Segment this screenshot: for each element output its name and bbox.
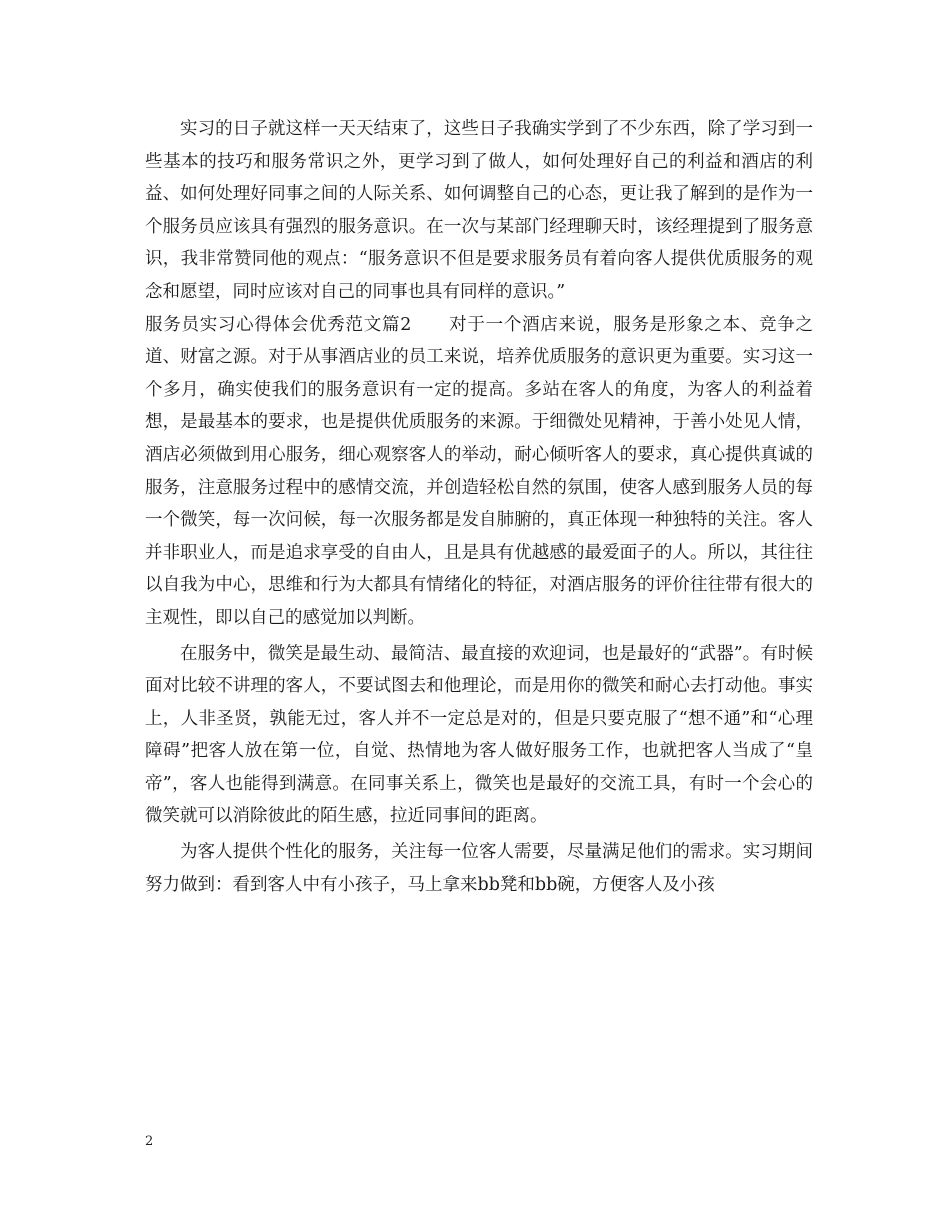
page-number: 2 — [145, 1134, 154, 1149]
paragraph-4 — [145, 836, 813, 901]
paragraph-2-text: 对于一个酒店来说，服务是形象之本、竞争之道、财富之源。对于从事酒店业的员工来说，培养优质服务的意识更为重要。实习这一个多月，确实使我们的服务意识有一定的提高。多站在客人的角度，为客人的利益着想，是最基本的要求，也是提供优质服务的来源。于细微处见精神，于善小处见人情，酒店必须做到用心服务，细心观察客人的举动，耐心倾听客人的要求，真心提供真诚的服务，注意服务过程中的感情交流，并创造轻松自然的氛围，使客人感到服务人员的每一个微笑，每一次问候，每一次服务都是发自肺腑的，真正体现一种独特的关注。客人并非职业人，而是追求享受的自由人，且是具有优越感的最爱面子的人。所以，其往往以自我为中心，思维和行为大都具有情绪化的特征，对酒店服务的评价往往带有很大的主观性，即以自己的感觉加以判断。 — [145, 314, 813, 628]
paragraph-1-text: 实习的日子就这样一天天结束了，这些日子我确实学到了不少东西，除了学习到一些基本的技巧和服务常识之外，更学习到了做人，如何处理好自己的利益和酒店的利益、如何处理好同事之间的人际关系、如何调整自己的心态，更让我了解到的是作为一个服务员应该具有强烈的服务意识。在一次与某部门经理聊天时，该经理提到了服务意识，我非常赞同他的观点：“服务意识不但是要求服务员有着向客人提供优质服务的观念和愿望，同时应该对自己的同事也具有同样的意识。” — [145, 119, 813, 302]
paragraph-2 — [145, 309, 813, 635]
document-body — [145, 113, 813, 901]
paragraph-4-text: 为客人提供个性化的服务，关注每一位客人需要，尽量满足他们的需求。实习期间努力做到：看到客人中有小孩子，马上拿来bb凳和bb碗，方便客人及小孩 — [145, 842, 813, 895]
paragraph-3 — [145, 638, 813, 834]
section-heading: 服务员实习心得体会优秀范文篇2 — [145, 314, 412, 335]
paragraph-1 — [145, 113, 813, 309]
paragraph-3-text: 在服务中，微笑是最生动、最简洁、最直接的欢迎词，也是最好的“武器”。有时候面对比较不讲理的客人，不要试图去和他理论，而是用你的微笑和耐心去打动他。事实上，人非圣贤，孰能无过，客人并不一定总是对的，但是只要克服了“想不通”和“心理障碍”把客人放在第一位，自觉、热情地为客人做好服务工作，也就把客人当成了“皇帝”，客人也能得到满意。在同事关系上，微笑也是最好的交流工具，有时一个会心的微笑就可以消除彼此的陌生感，拉近同事间的距离。 — [145, 643, 813, 827]
